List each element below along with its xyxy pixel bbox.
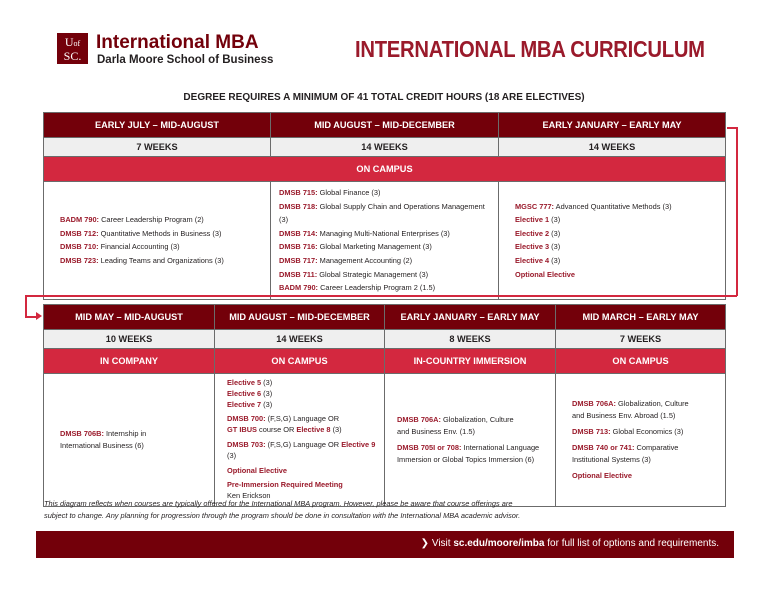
weeks-label: 7 WEEKS xyxy=(556,330,726,349)
course-item: DMSB 711: Global Strategic Management (3) xyxy=(279,269,429,279)
weeks-label: 7 WEEKS xyxy=(44,138,271,157)
course-list xyxy=(215,374,385,507)
arrow-head-icon xyxy=(36,312,42,320)
course-item: GT IBUS course OR Elective 8 (3) xyxy=(227,425,342,435)
course-item: Elective 1 (3) xyxy=(515,215,561,225)
weeks-label: 14 WEEKS xyxy=(499,138,726,157)
period-header: EARLY JANUARY – EARLY MAY xyxy=(385,305,556,330)
course-item: MGSC 777: Advanced Quantitative Methods (3) xyxy=(515,201,672,211)
course-list: DMSB 706A: Globalization, Culture and Business Env. (1.5) DMSB 705I or 708: International Language Immersion or Global Topics Immersion (6) xyxy=(385,374,556,507)
period-header: MID AUGUST – MID-DECEMBER xyxy=(271,113,499,138)
period-header: EARLY JANUARY – EARLY MAY xyxy=(499,113,726,138)
course-item: Elective 2 (3) xyxy=(515,228,561,238)
weeks-label: 14 WEEKS xyxy=(271,138,499,157)
program-name: International MBA xyxy=(96,32,259,53)
period-header: MID MAY – MID-AUGUST xyxy=(44,305,215,330)
course-list: DMSB 706A: Globalization, Culture and Business Env. Abroad (1.5) DMSB 713: Global Economics (3) DMSB 740 or 741: Comparative Institutional Systems (3) Optional Elective xyxy=(556,374,726,507)
school-name: Darla Moore School of Business xyxy=(97,54,274,66)
instructor-name: Ken Erickson xyxy=(227,491,271,501)
period-header: EARLY JULY – MID-AUGUST xyxy=(44,113,271,138)
course-item: DMSB 705I or 708: International Language xyxy=(397,442,540,452)
year2-table xyxy=(43,304,726,507)
course-item: Pre-Immersion Required Meeting xyxy=(227,480,343,490)
course-item: Elective 4 (3) xyxy=(515,255,561,265)
location-label: ON CAMPUS xyxy=(44,157,726,182)
course-item: Elective 6 (3) xyxy=(227,388,273,398)
period-header: MID AUGUST – MID-DECEMBER xyxy=(215,305,385,330)
connector-line xyxy=(25,295,27,317)
page-title: INTERNATIONAL MBA CURRICULUM xyxy=(355,36,705,62)
course-item: DMSB 700: (F,S,G) Language OR xyxy=(227,414,340,424)
weeks-label: 10 WEEKS xyxy=(44,330,215,349)
course-item: DMSB 703: (F,S,G) Language OR Elective 9 (3) xyxy=(227,439,376,460)
course-item: Optional Elective xyxy=(227,465,287,475)
course-item: DMSB 717: Management Accounting (2) xyxy=(279,255,413,265)
course-item: DMSB 716: Global Marketing Management (3) xyxy=(279,242,432,252)
disclaimer-note: This diagram reflects when courses are typically offered for the International MBA program. However, please be aware that course offerings are subject to change. Any planning for progression through the program should be done in consultation with the International MBA academic advisor. xyxy=(44,499,521,520)
course-list xyxy=(44,182,271,300)
location-label: IN COMPANY xyxy=(44,349,215,374)
course-item: BADM 790: Career Leadership Program 2 (1.5) xyxy=(279,283,436,293)
course-item: DMSB 715: Global Finance (3) xyxy=(279,188,381,197)
course-item: DMSB 718: Global Supply Chain and Operations Management (3) xyxy=(279,201,485,225)
year1-table xyxy=(43,112,726,300)
course-list xyxy=(499,182,726,300)
footer-banner xyxy=(36,531,734,558)
course-item: DMSB 706B: Internship in xyxy=(60,428,147,438)
location-label: ON CAMPUS xyxy=(215,349,385,374)
course-item: DMSB 714: Managing Multi-National Enterprises (3) xyxy=(279,228,450,238)
period-header: MID MARCH – EARLY MAY xyxy=(556,305,726,330)
weeks-label: 14 WEEKS xyxy=(215,330,385,349)
course-item: DMSB 723: Leading Teams and Organizations (3) xyxy=(60,255,224,265)
course-item: DMSB 706A: Globalization, Culture xyxy=(572,398,689,408)
course-item: DMSB 713: Global Economics (3) xyxy=(572,426,684,436)
connector-line xyxy=(25,295,737,297)
weeks-label: 8 WEEKS xyxy=(385,330,556,349)
chevron-right-icon: ❯ xyxy=(420,538,430,549)
course-item: Elective 3 (3) xyxy=(515,242,561,252)
website-link[interactable]: sc.edu/moore/imba xyxy=(453,538,545,549)
location-label: IN-COUNTRY IMMERSION xyxy=(385,349,556,374)
course-list xyxy=(271,182,499,300)
usc-logo: Uof SC. xyxy=(57,33,88,64)
course-item: Elective 7 (3) xyxy=(227,399,273,409)
location-label: ON CAMPUS xyxy=(556,349,726,374)
credit-requirement: DEGREE REQUIRES A MINIMUM OF 41 TOTAL CREDIT HOURS (18 ARE ELECTIVES) xyxy=(183,92,585,103)
course-item: DMSB 712: Quantitative Methods in Business (3) xyxy=(60,228,222,238)
course-item: Optional Elective xyxy=(572,470,632,480)
footer-text: ❯ Visit sc.edu/moore/imba for full list of options and requirements. xyxy=(420,538,719,549)
course-list: DMSB 706B: Internship in International Business (6) xyxy=(44,374,215,507)
course-item: BADM 790: Career Leadership Program (2) xyxy=(60,215,204,225)
course-item: DMSB 710: Financial Accounting (3) xyxy=(60,242,180,252)
course-item: DMSB 740 or 741: Comparative xyxy=(572,442,679,452)
connector-line xyxy=(736,127,738,296)
course-item: Optional Elective xyxy=(515,269,575,279)
course-item: Elective 5 (3) xyxy=(227,378,273,387)
course-item: DMSB 706A: Globalization, Culture xyxy=(397,414,514,424)
